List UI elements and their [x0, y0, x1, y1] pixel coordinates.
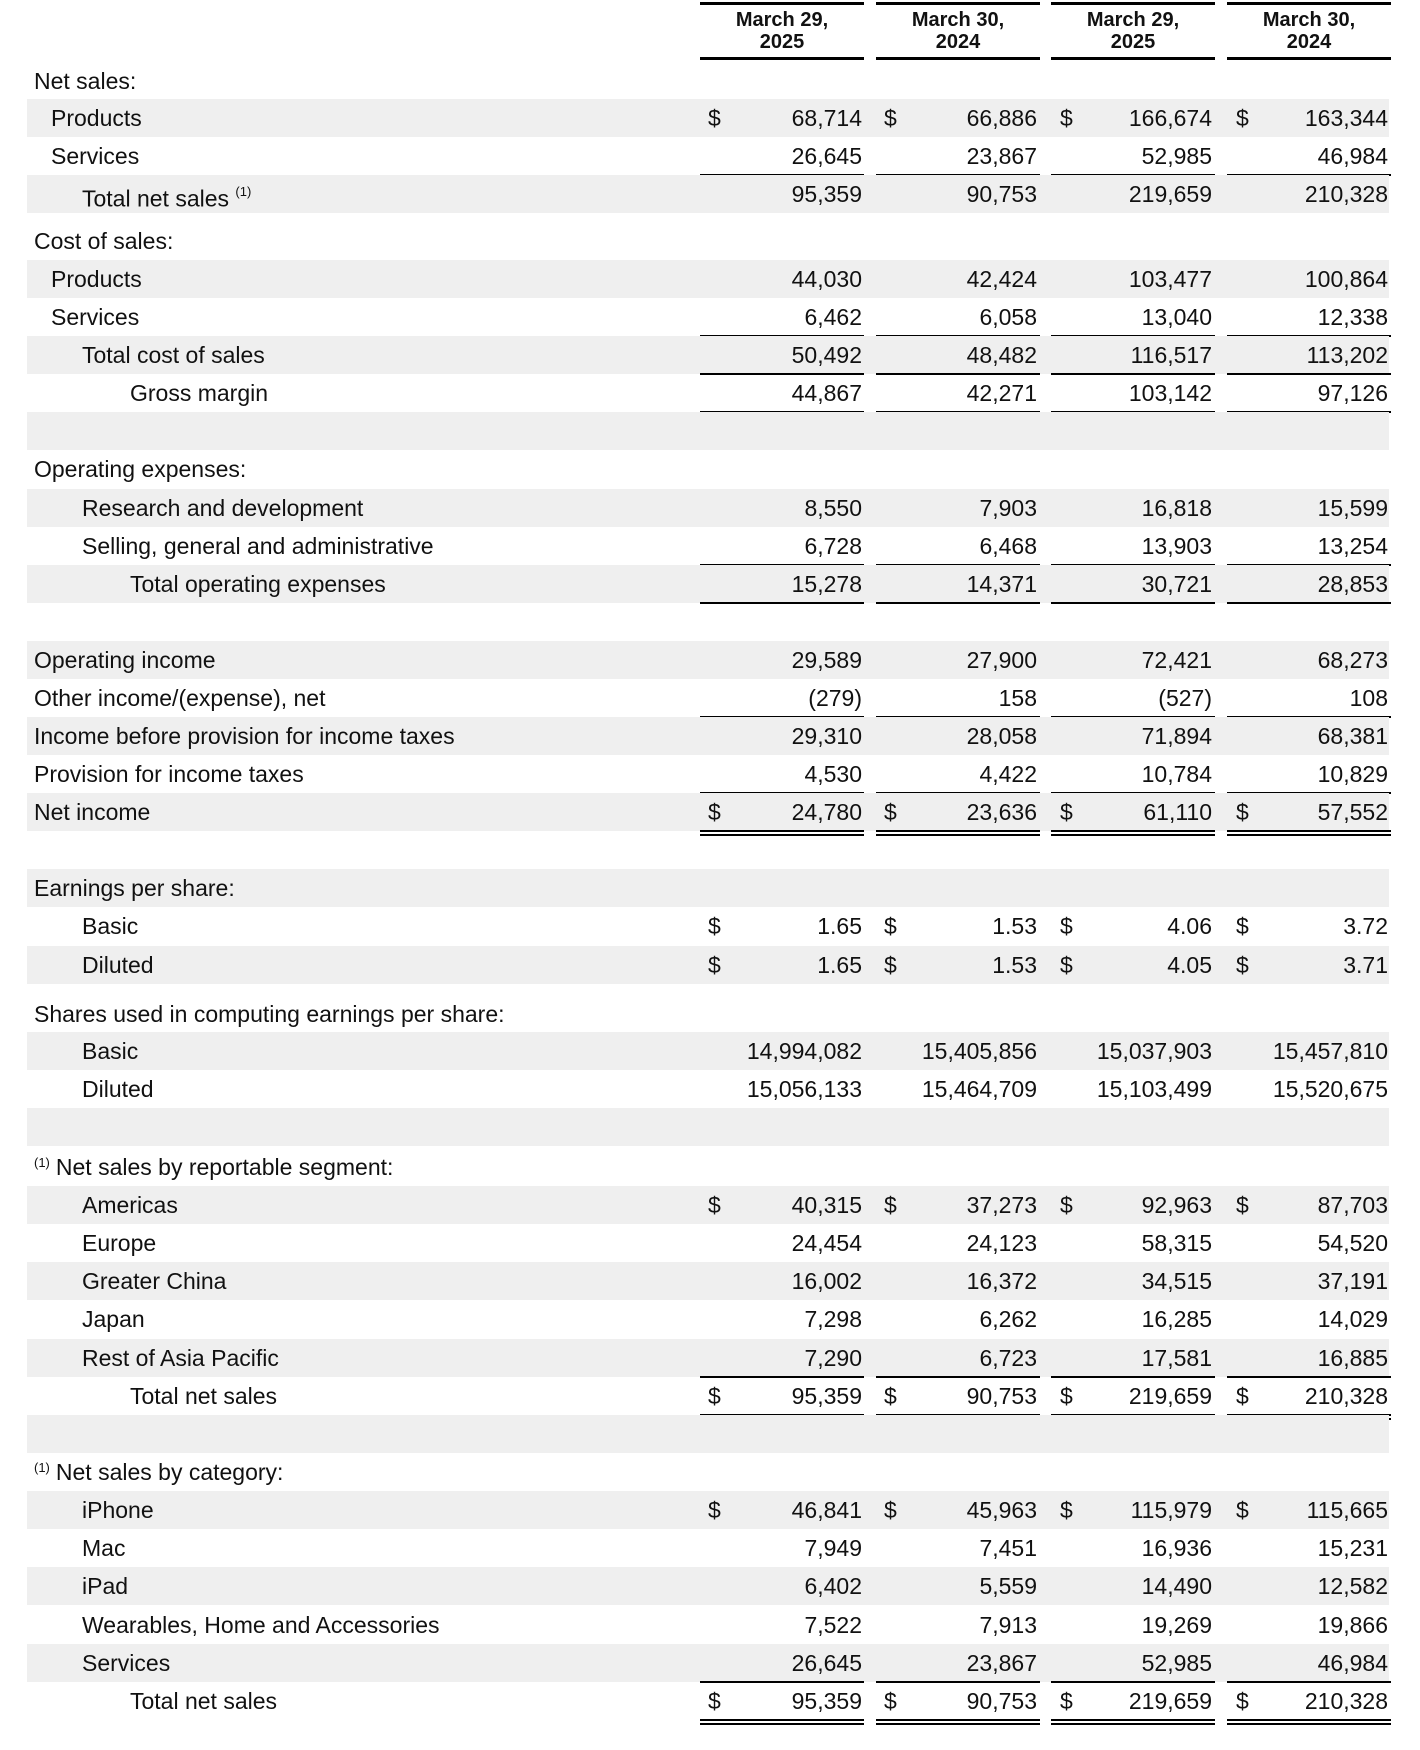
- table-row: [0, 1339, 1420, 1377]
- footnote-marker: (1): [235, 184, 252, 199]
- row-label-text: Basic: [82, 1038, 139, 1064]
- cell-value: 219,659: [1128, 1383, 1212, 1409]
- table-row: [0, 450, 1420, 488]
- currency-symbol: $: [708, 1383, 721, 1409]
- row-label-text: Total cost of sales: [82, 342, 265, 368]
- cell-value: 58,315: [1141, 1230, 1212, 1256]
- footnote-marker: (1): [34, 1460, 50, 1475]
- cell-value: 26,645: [791, 1650, 862, 1676]
- row-label: [82, 1491, 154, 1529]
- row-label-text: Net sales:: [34, 68, 137, 94]
- table-row: [0, 298, 1420, 336]
- row-shading: [27, 412, 1389, 450]
- cell-value: 30,721: [1141, 571, 1212, 597]
- currency-symbol: $: [1236, 952, 1249, 978]
- currency-symbol: $: [1236, 913, 1249, 939]
- cell-value: 6,468: [979, 533, 1037, 559]
- cell-value: 6,728: [804, 533, 862, 559]
- currency-symbol: $: [708, 913, 721, 939]
- cell-value: 100,864: [1304, 266, 1388, 292]
- cell-value: 16,818: [1141, 495, 1212, 521]
- cell-value: 7,913: [979, 1612, 1037, 1638]
- row-label: [34, 995, 505, 1033]
- table-row: [0, 336, 1420, 374]
- table-row: [0, 1224, 1420, 1262]
- row-label: [34, 755, 304, 793]
- row-label-text: Services: [51, 304, 140, 330]
- cell-value: 15,599: [1317, 495, 1388, 521]
- row-label: [51, 298, 139, 336]
- cell-value: 108: [1349, 685, 1388, 711]
- row-label-text: Total net sales: [130, 1383, 278, 1409]
- row-label: [82, 1529, 125, 1567]
- table-row: [0, 62, 1420, 100]
- row-label: [82, 1644, 170, 1682]
- row-label: [130, 1682, 277, 1720]
- table-row: [0, 1606, 1420, 1644]
- cell-value: 5,559: [979, 1573, 1037, 1599]
- column-header-text: March 29, 2025: [1086, 9, 1180, 53]
- row-label: [82, 1300, 145, 1338]
- cell-value: 28,058: [966, 723, 1037, 749]
- cell-value: 44,030: [791, 266, 862, 292]
- table-row: [0, 1529, 1420, 1567]
- currency-symbol: $: [1060, 105, 1073, 131]
- currency-symbol: $: [884, 1383, 897, 1409]
- table-row: [0, 1032, 1420, 1070]
- currency-symbol: $: [708, 952, 721, 978]
- cell-value: 29,310: [791, 723, 862, 749]
- row-label: [34, 717, 455, 755]
- currency-symbol: $: [884, 1688, 897, 1714]
- currency-symbol: $: [884, 952, 897, 978]
- row-label-text: Net sales by reportable segment:: [55, 1154, 394, 1180]
- cell-value: 6,723: [979, 1345, 1037, 1371]
- cell-value: 52,985: [1141, 1650, 1212, 1676]
- cell-value: 7,522: [804, 1612, 862, 1638]
- cell-value: 15,457,810: [1272, 1038, 1388, 1064]
- table-row: [0, 1644, 1420, 1682]
- cell-value: 163,344: [1304, 105, 1388, 131]
- cell-value: 210,328: [1304, 1688, 1388, 1714]
- cell-value: 14,490: [1141, 1573, 1212, 1599]
- cell-value: 15,464,709: [921, 1076, 1037, 1102]
- cell-value: 6,058: [979, 304, 1037, 330]
- cell-value: 115,665: [1306, 1497, 1388, 1523]
- cell-value: 92,963: [1141, 1192, 1212, 1218]
- row-label: [82, 1224, 156, 1262]
- row-label-text: Income before provision for income taxes: [34, 723, 455, 749]
- table-row: [0, 260, 1420, 298]
- cell-value: 116,517: [1130, 342, 1212, 368]
- row-label: [130, 374, 268, 412]
- cell-value: 23,867: [966, 143, 1037, 169]
- table-row: [0, 1377, 1420, 1415]
- cell-value: 6,402: [804, 1573, 862, 1599]
- row-label: [82, 1070, 154, 1108]
- row-label-text: Europe: [82, 1230, 157, 1256]
- currency-symbol: $: [708, 105, 721, 131]
- cell-value: 103,477: [1128, 266, 1212, 292]
- cell-value: 68,273: [1317, 647, 1388, 673]
- table-row: [0, 869, 1420, 907]
- cell-value: 12,582: [1317, 1573, 1388, 1599]
- cell-value: 37,273: [966, 1192, 1037, 1218]
- table-row: [0, 1682, 1420, 1720]
- cell-value: 90,753: [966, 181, 1037, 207]
- row-label: [82, 1032, 138, 1070]
- table-row: [0, 793, 1420, 831]
- column-header-text: March 30, 2024: [911, 9, 1005, 53]
- cell-value: 16,885: [1317, 1345, 1388, 1371]
- cell-value: 61,110: [1143, 799, 1212, 825]
- row-label-text: Americas: [82, 1192, 178, 1218]
- double-underline: [1227, 1719, 1391, 1725]
- row-label: [34, 450, 246, 488]
- cell-value: 1.65: [817, 913, 862, 939]
- row-label: [34, 1453, 283, 1491]
- cell-value: 115,979: [1130, 1497, 1212, 1523]
- currency-symbol: $: [1060, 952, 1073, 978]
- currency-symbol: $: [1236, 105, 1249, 131]
- row-label: [82, 1186, 178, 1224]
- row-label: [130, 565, 386, 603]
- table-row: [0, 412, 1420, 450]
- table-row: [0, 1415, 1420, 1453]
- cell-value: 44,867: [791, 380, 862, 406]
- cell-value: 15,278: [791, 571, 862, 597]
- cell-value: 1.65: [817, 952, 862, 978]
- table-row: [0, 831, 1420, 869]
- cell-value: 13,254: [1317, 533, 1388, 559]
- row-label: [34, 679, 325, 717]
- column-header-text: March 29, 2025: [735, 9, 829, 53]
- row-label: [34, 869, 235, 907]
- table-row: [0, 641, 1420, 679]
- cell-value: 10,784: [1141, 761, 1212, 787]
- cell-value: 95,359: [791, 1688, 862, 1714]
- table-row: [0, 527, 1420, 565]
- cell-value: 1.53: [992, 952, 1037, 978]
- currency-symbol: $: [884, 913, 897, 939]
- table-row: [0, 489, 1420, 527]
- table-row: [0, 175, 1420, 213]
- row-label-text: Net sales by category:: [55, 1459, 284, 1485]
- cell-value: 95,359: [791, 181, 862, 207]
- currency-symbol: $: [884, 799, 897, 825]
- cell-value: 15,231: [1317, 1535, 1388, 1561]
- table-row: [0, 755, 1420, 793]
- cell-value: 42,271: [966, 380, 1037, 406]
- row-label-text: Diluted: [82, 1076, 154, 1102]
- currency-symbol: $: [708, 1192, 721, 1218]
- row-label-text: Basic: [82, 913, 139, 939]
- row-label-text: Rest of Asia Pacific: [82, 1345, 279, 1371]
- cell-value: 4,530: [804, 761, 862, 787]
- cell-value: 13,040: [1141, 304, 1212, 330]
- row-label: [34, 62, 136, 100]
- cell-value: 19,269: [1141, 1612, 1212, 1638]
- table-row: [0, 1491, 1420, 1529]
- table-row: [0, 137, 1420, 175]
- table-row: [0, 1070, 1420, 1108]
- table-row: [0, 1148, 1420, 1186]
- double-underline: [876, 1719, 1040, 1725]
- cell-value: 166,674: [1128, 105, 1212, 131]
- cell-value: 46,984: [1317, 1650, 1388, 1676]
- currency-symbol: $: [1060, 1192, 1073, 1218]
- row-label: [34, 793, 150, 831]
- row-shading: [27, 1415, 1389, 1453]
- cell-value: 37,191: [1317, 1268, 1388, 1294]
- row-label-text: Provision for income taxes: [34, 761, 304, 787]
- cell-value: 27,900: [966, 647, 1037, 673]
- cell-value: 3.71: [1343, 952, 1388, 978]
- table-row: [0, 374, 1420, 412]
- row-label-text: Products: [51, 105, 142, 131]
- cell-value: 95,359: [791, 1383, 862, 1409]
- row-shading: [27, 1108, 1389, 1146]
- cell-value: 14,371: [966, 571, 1037, 597]
- cell-value: 90,753: [966, 1688, 1037, 1714]
- table-row: [0, 995, 1420, 1033]
- cell-value: 4,422: [979, 761, 1037, 787]
- cell-value: 16,936: [1141, 1535, 1212, 1561]
- cell-value: 14,029: [1317, 1306, 1388, 1332]
- row-label: [82, 489, 363, 527]
- row-label-text: Services: [82, 1650, 171, 1676]
- row-label: [82, 175, 251, 213]
- cell-value: 1.53: [992, 913, 1037, 939]
- column-header: [876, 2, 1040, 60]
- row-label: [82, 907, 138, 945]
- cell-value: 52,985: [1141, 143, 1212, 169]
- row-label: [51, 137, 139, 175]
- cell-value: 6,462: [804, 304, 862, 330]
- row-label-text: Products: [51, 266, 142, 292]
- currency-symbol: $: [708, 799, 721, 825]
- table-row: [0, 717, 1420, 755]
- cell-value: 15,103,499: [1096, 1076, 1212, 1102]
- row-label: [130, 1377, 277, 1415]
- table-row: [0, 1567, 1420, 1605]
- currency-symbol: $: [708, 1688, 721, 1714]
- cell-value: 6,262: [979, 1306, 1037, 1332]
- cell-value: 7,298: [804, 1306, 862, 1332]
- cell-value: 71,894: [1141, 723, 1212, 749]
- row-label-text: Diluted: [82, 952, 154, 978]
- row-label: [82, 1339, 279, 1377]
- currency-symbol: $: [1060, 1688, 1073, 1714]
- currency-symbol: $: [884, 105, 897, 131]
- cell-value: 210,328: [1304, 1383, 1388, 1409]
- cell-value: 24,123: [966, 1230, 1037, 1256]
- row-label-text: Gross margin: [130, 380, 269, 406]
- column-header: [1227, 2, 1391, 60]
- currency-symbol: $: [884, 1497, 897, 1523]
- table-row: [0, 1186, 1420, 1224]
- cell-value: 90,753: [966, 1383, 1037, 1409]
- currency-symbol: $: [1060, 1383, 1073, 1409]
- cell-value: 16,372: [966, 1268, 1037, 1294]
- cell-value: 16,002: [791, 1268, 862, 1294]
- cell-value: 19,866: [1317, 1612, 1388, 1638]
- table-row: [0, 679, 1420, 717]
- row-label-text: Mac: [82, 1535, 126, 1561]
- cell-value: 29,589: [791, 647, 862, 673]
- currency-symbol: $: [1236, 1688, 1249, 1714]
- cell-value: 23,636: [966, 799, 1037, 825]
- row-label-text: Other income/(expense), net: [34, 685, 326, 711]
- currency-symbol: $: [884, 1192, 897, 1218]
- table-row: [0, 565, 1420, 603]
- currency-symbol: $: [1236, 1497, 1249, 1523]
- row-label: [51, 99, 142, 137]
- row-label-text: Research and development: [82, 495, 364, 521]
- cell-value: 103,142: [1128, 380, 1212, 406]
- row-label-text: Wearables, Home and Accessories: [82, 1612, 440, 1638]
- cell-value: 46,841: [791, 1497, 862, 1523]
- cell-value: 7,903: [979, 495, 1037, 521]
- row-label: [82, 336, 265, 374]
- cell-value: 68,381: [1317, 723, 1388, 749]
- cell-value: 57,552: [1317, 799, 1388, 825]
- currency-symbol: $: [1236, 1192, 1249, 1218]
- row-label: [34, 222, 173, 260]
- cell-value: 8,550: [804, 495, 862, 521]
- cell-value: 17,581: [1141, 1345, 1212, 1371]
- double-underline: [1051, 1719, 1215, 1725]
- cell-value: 7,949: [804, 1535, 862, 1561]
- table-row: [0, 1262, 1420, 1300]
- table-row: [0, 1300, 1420, 1338]
- row-label-text: Cost of sales:: [34, 228, 174, 254]
- row-label-text: Greater China: [82, 1268, 227, 1294]
- row-label-text: Selling, general and administrative: [82, 533, 434, 559]
- cell-value: 40,315: [791, 1192, 862, 1218]
- currency-symbol: $: [1060, 1497, 1073, 1523]
- cell-value: (527): [1158, 685, 1212, 711]
- cell-value: 14,994,082: [746, 1038, 862, 1064]
- cell-value: 26,645: [791, 143, 862, 169]
- cell-value: 10,829: [1317, 761, 1388, 787]
- table-row: [0, 946, 1420, 984]
- cell-value: 66,886: [966, 105, 1037, 131]
- row-label-text: iPad: [82, 1573, 129, 1599]
- row-label: [82, 527, 434, 565]
- cell-value: 15,056,133: [746, 1076, 862, 1102]
- row-label: [51, 260, 142, 298]
- cell-value: 113,202: [1306, 342, 1388, 368]
- table-row: [0, 1453, 1420, 1491]
- double-underline: [700, 1719, 864, 1725]
- row-label: [82, 946, 154, 984]
- cell-value: 3.72: [1343, 913, 1388, 939]
- cell-value: 45,963: [966, 1497, 1037, 1523]
- cell-value: 68,714: [791, 105, 862, 131]
- cell-value: 48,482: [966, 342, 1037, 368]
- cell-value: 12,338: [1317, 304, 1388, 330]
- row-label-text: Shares used in computing earnings per share:: [34, 1001, 505, 1027]
- row-label: [82, 1262, 226, 1300]
- column-header: [1051, 2, 1215, 60]
- cell-value: 16,285: [1141, 1306, 1212, 1332]
- cell-value: 210,328: [1304, 181, 1388, 207]
- cell-value: 219,659: [1128, 1688, 1212, 1714]
- table-row: [0, 222, 1420, 260]
- cell-value: 24,780: [791, 799, 862, 825]
- row-label-text: Operating expenses:: [34, 456, 247, 482]
- cell-value: 28,853: [1317, 571, 1388, 597]
- cell-value: 34,515: [1141, 1268, 1212, 1294]
- row-label: [82, 1567, 128, 1605]
- cell-value: 219,659: [1128, 181, 1212, 207]
- currency-symbol: $: [1060, 913, 1073, 939]
- currency-symbol: $: [1060, 799, 1073, 825]
- table-row: [0, 907, 1420, 945]
- table-row: [0, 99, 1420, 137]
- cell-value: 15,520,675: [1272, 1076, 1388, 1102]
- cell-value: 4.05: [1167, 952, 1212, 978]
- row-label-text: Earnings per share:: [34, 875, 235, 901]
- cell-value: 24,454: [791, 1230, 862, 1256]
- cell-value: 15,037,903: [1096, 1038, 1212, 1064]
- cell-value: 72,421: [1141, 647, 1212, 673]
- row-label-text: Net income: [34, 799, 151, 825]
- row-label-text: Total net sales: [130, 1688, 278, 1714]
- cell-value: 7,290: [804, 1345, 862, 1371]
- row-label: [34, 641, 216, 679]
- cell-value: 4.06: [1167, 913, 1212, 939]
- cell-value: 97,126: [1317, 380, 1388, 406]
- row-label-text: Services: [51, 143, 140, 169]
- cell-value: 158: [998, 685, 1037, 711]
- cell-value: 50,492: [791, 342, 862, 368]
- cell-value: 87,703: [1317, 1192, 1388, 1218]
- cell-value: (279): [808, 685, 862, 711]
- cell-value: 13,903: [1141, 533, 1212, 559]
- row-label: [34, 1148, 393, 1186]
- cell-value: 54,520: [1317, 1230, 1388, 1256]
- cell-value: 42,424: [966, 266, 1037, 292]
- currency-symbol: $: [708, 1497, 721, 1523]
- table-row: [0, 603, 1420, 641]
- table-row: [0, 1108, 1420, 1146]
- column-header: [700, 2, 864, 60]
- currency-symbol: $: [1236, 1383, 1249, 1409]
- row-label: [82, 1606, 440, 1644]
- column-header-text: March 30, 2024: [1262, 9, 1356, 53]
- cell-value: 23,867: [966, 1650, 1037, 1676]
- cell-value: 7,451: [979, 1535, 1037, 1561]
- currency-symbol: $: [1236, 799, 1249, 825]
- row-label-text: Total net sales: [82, 185, 230, 212]
- row-label-text: Japan: [82, 1306, 145, 1332]
- row-label-text: Operating income: [34, 647, 216, 673]
- footnote-marker: (1): [34, 1155, 50, 1170]
- row-label-text: Total operating expenses: [130, 571, 386, 597]
- cell-value: 46,984: [1317, 143, 1388, 169]
- cell-value: 15,405,856: [921, 1038, 1037, 1064]
- row-label-text: iPhone: [82, 1497, 154, 1523]
